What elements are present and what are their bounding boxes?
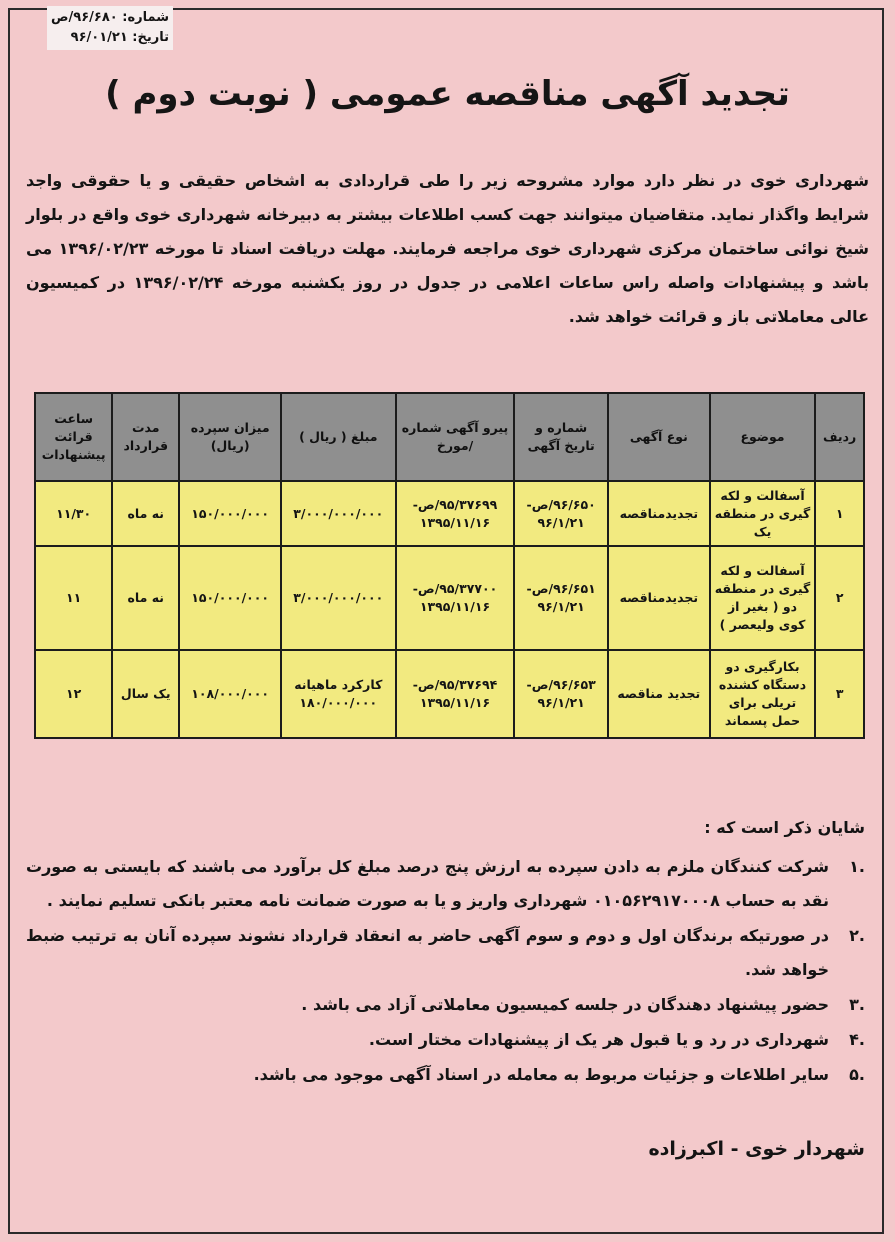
cell-notice-type: تجدیدمناقصه [608, 481, 710, 546]
list-item [26, 1023, 869, 1057]
notes-heading: شایان ذکر است که : [704, 818, 865, 837]
cell-deposit: ۱۵۰/۰۰۰/۰۰۰ [179, 546, 281, 650]
cell-previous-notice: ۹۵/۳۷۷۰۰/ص- ۱۳۹۵/۱۱/۱۶ [396, 546, 515, 650]
cell-duration: نه ماه [112, 481, 179, 546]
header-notice-type: نوع آگهی [608, 393, 710, 481]
note-number: .۵ [849, 1065, 865, 1084]
cell-notice-number: ۹۶/۶۵۳/ص- ۹۶/۱/۲۱ [514, 650, 607, 738]
cell-row-number: ۳ [815, 650, 864, 738]
cell-opening-time: ۱۲ [35, 650, 112, 738]
cell-opening-time: ۱۱/۳۰ [35, 481, 112, 546]
header-row-number: ردیف [815, 393, 864, 481]
table-row [35, 481, 864, 546]
table-row [35, 650, 864, 738]
header-amount: مبلغ ( ریال ) [281, 393, 396, 481]
cell-amount: ۳/۰۰۰/۰۰۰/۰۰۰ [281, 481, 396, 546]
cell-previous-notice: ۹۵/۳۷۶۹۹/ص- ۱۳۹۵/۱۱/۱۶ [396, 481, 515, 546]
list-item [26, 850, 869, 918]
note-number: .۳ [849, 995, 865, 1014]
header-duration: مدت قرارداد [112, 393, 179, 481]
note-text: حضور پیشنهاد دهندگان در جلسه کمیسیون معاملاتی آزاد می باشد . [301, 995, 829, 1014]
cell-subject: بکارگیری دو دستگاه کشنده تریلی برای حمل پسماند [710, 650, 816, 738]
cell-subject: آسفالت و لکه گیری در منطقه دو ( بغیر از کوی ولیعصر ) [710, 546, 816, 650]
note-text: شهرداری در رد و یا قبول هر یک از پیشنهادات مختار است. [368, 1030, 829, 1049]
cell-notice-number: ۹۶/۶۵۰/ص- ۹۶/۱/۲۱ [514, 481, 607, 546]
cell-row-number: ۱ [815, 481, 864, 546]
cell-amount: کارکرد ماهیانه ۱۸۰/۰۰۰/۰۰۰ [281, 650, 396, 738]
reference-number: شماره: ۹۶/۶۸۰/ص [51, 10, 169, 25]
note-number: .۲ [849, 926, 865, 945]
note-text: در صورتیکه برندگان اول و دوم و سوم آگهی حاضر به انعقاد قرارداد نشوند سپرده آنان به ترتیب ضبط خواهد شد. [26, 926, 829, 979]
cell-notice-type: تجدیدمناقصه [608, 546, 710, 650]
cell-duration: نه ماه [112, 546, 179, 650]
cell-row-number: ۲ [815, 546, 864, 650]
signature: شهردار خوی - اکبرزاده [648, 1138, 865, 1160]
cell-opening-time: ۱۱ [35, 546, 112, 650]
table-row [35, 546, 864, 650]
intro-paragraph: شهرداری خوی در نظر دارد موارد مشروحه زیر را طی قراردادی به اشخاص حقیقی و یا حقوقی واجد شرایط واگذار نماید. متقاضیان میتوانند جهت کسب اطلاعات بیشتر به دبیرخانه شهرداری خوی واقع در بلوار شیخ نوائی ساختمان مرکزی شهرداری خوی مراجعه فرمایند. مهلت دریافت اسناد تا مورخه ۱۳۹۶/۰۲/۲۳ می باشد و پیشنهادات واصله راس ساعات اعلامی در جدول در روز یکشنبه مورخه ۱۳۹۶/۰۲/۲۴ در کمیسیون عالی معاملاتی باز و قرائت خواهد شد. [26, 171, 870, 326]
list-item [26, 988, 869, 1022]
note-text: شرکت کنندگان ملزم به دادن سپرده به ارزش پنج درصد مبلغ کل برآورد می باشند که بایستی به صورت نقد به حساب ۰۱۰۵۶۲۹۱۷۰۰۰۸ شهرداری واریز و یا به صورت ضمانت نامه معتبر بانکی تسلیم نمایند . [26, 857, 829, 910]
cell-previous-notice: ۹۵/۳۷۶۹۴/ص- ۱۳۹۵/۱۱/۱۶ [396, 650, 515, 738]
header-opening-time: ساعت قرائت پیشنهادات [35, 393, 112, 481]
note-text: سایر اطلاعات و جزئیات مربوط به معامله در اسناد آگهی موجود می باشد. [253, 1065, 829, 1084]
page-title: تجدید آگهی مناقصه عمومی ( نوبت دوم ) [105, 74, 790, 114]
header-subject: موضوع [710, 393, 816, 481]
cell-notice-number: ۹۶/۶۵۱/ص- ۹۶/۱/۲۱ [514, 546, 607, 650]
header-deposit: میزان سپرده (ریال) [179, 393, 281, 481]
note-number: .۱ [849, 857, 865, 876]
cell-amount: ۳/۰۰۰/۰۰۰/۰۰۰ [281, 546, 396, 650]
notes-list [26, 850, 869, 1093]
header-previous-notice: پیرو آگهی شماره /مورخ [396, 393, 515, 481]
header-notice-number: شماره و تاریخ آگهی [514, 393, 607, 481]
tender-table [34, 392, 865, 739]
table-header-row [35, 393, 864, 481]
cell-deposit: ۱۰۸/۰۰۰/۰۰۰ [179, 650, 281, 738]
cell-duration: یک سال [112, 650, 179, 738]
reference-box [47, 6, 173, 50]
list-item [26, 1058, 869, 1092]
reference-date: تاریخ: ۹۶/۰۱/۲۱ [70, 30, 169, 45]
cell-subject: آسفالت و لکه گیری در منطقه یک [710, 481, 816, 546]
cell-deposit: ۱۵۰/۰۰۰/۰۰۰ [179, 481, 281, 546]
note-number: .۴ [849, 1030, 865, 1049]
cell-notice-type: تجدید مناقصه [608, 650, 710, 738]
list-item [26, 919, 869, 987]
